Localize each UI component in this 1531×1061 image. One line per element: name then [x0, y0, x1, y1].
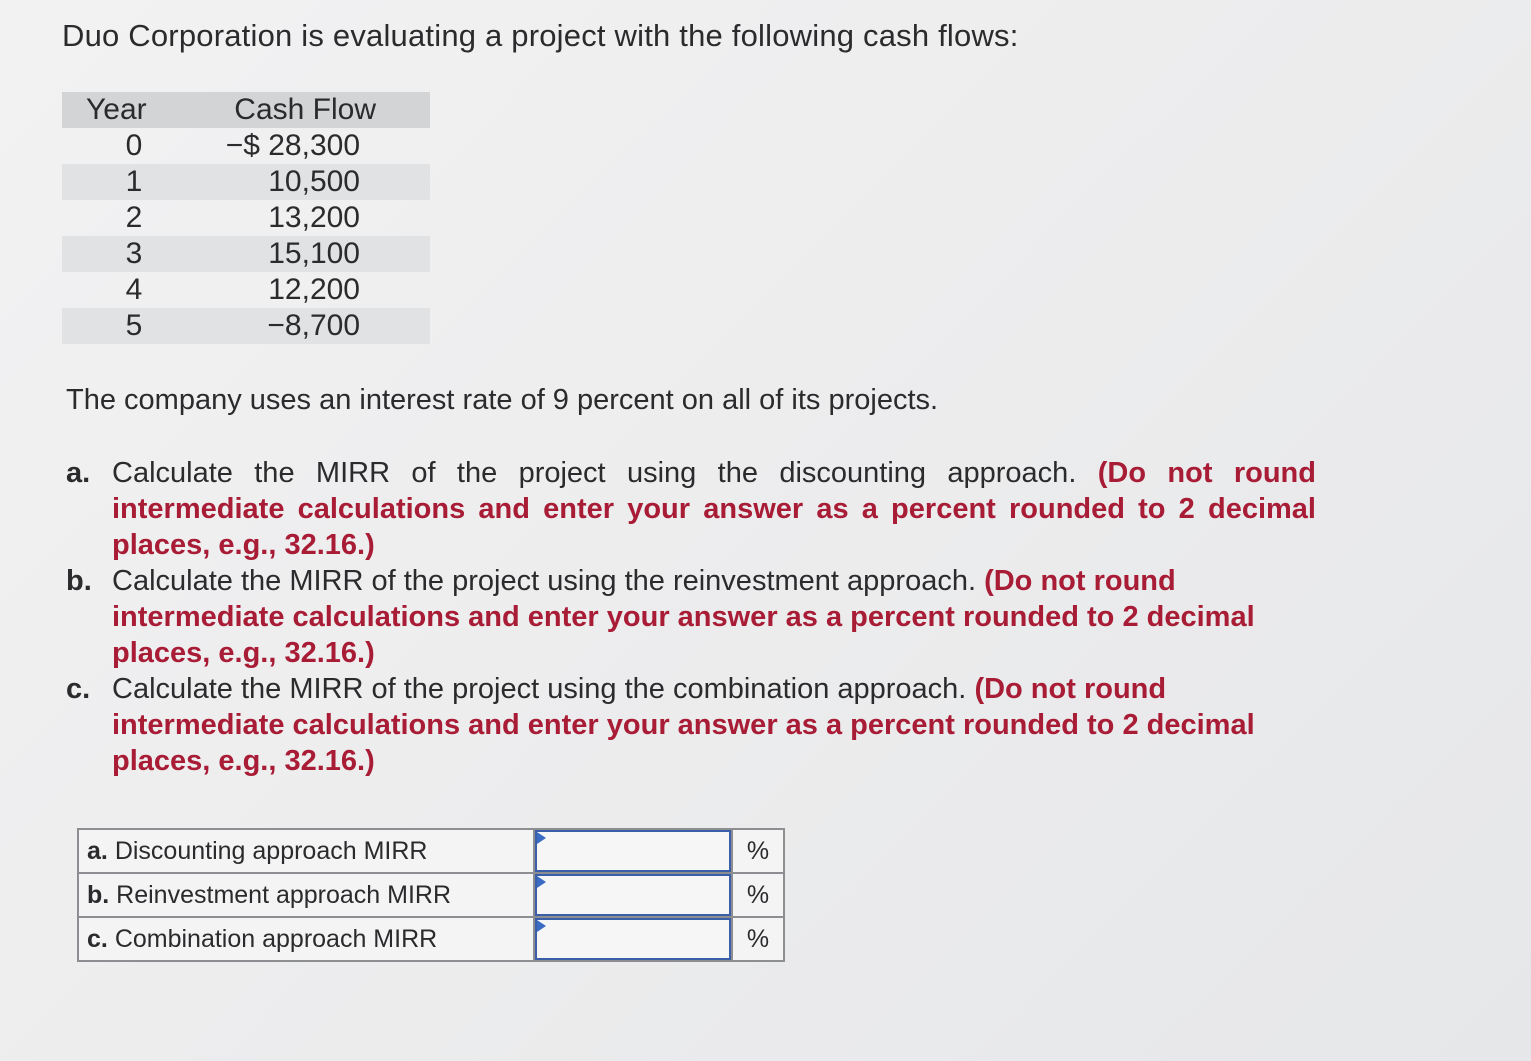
question-c — [66, 671, 1312, 779]
cash-flow-cell: 12,200 — [268, 273, 360, 306]
percent-unit: % — [732, 873, 784, 917]
problem-intro: Duo Corporation is evaluating a project with the following cash flows: — [62, 18, 1019, 53]
cash-flow-row — [62, 308, 430, 344]
cash-flow-row — [62, 272, 430, 308]
year-cell: 4 — [125, 273, 143, 306]
answer-input-cell — [534, 829, 732, 873]
answer-label-text: Combination approach MIRR — [114, 924, 438, 953]
answer-letter: b. — [87, 880, 110, 909]
input-marker-icon — [537, 920, 546, 932]
input-marker-icon — [537, 876, 546, 888]
question-letter: a. — [66, 457, 91, 489]
cash-flow-row — [62, 164, 430, 200]
answer-label-text: Discounting approach MIRR — [114, 836, 428, 865]
question-text: Calculate the MIRR of the project using the combination approach. — [112, 673, 967, 705]
cash-flow-row — [62, 128, 430, 164]
year-cell: 3 — [62, 236, 206, 272]
answer-label — [78, 917, 534, 961]
cash-flow-row — [62, 200, 430, 236]
year-cell: 2 — [125, 201, 143, 234]
answer-letter: a. — [87, 836, 108, 865]
cash-flow-header: Cash Flow — [206, 92, 430, 128]
cash-flow-row — [62, 236, 430, 272]
answer-letter: c. — [87, 924, 108, 953]
answer-row-a — [78, 829, 784, 873]
question-b — [66, 563, 1312, 671]
answer-row-b — [78, 873, 784, 917]
answer-label — [78, 829, 534, 873]
year-cell: 0 — [125, 129, 143, 162]
input-marker-icon — [537, 832, 546, 844]
question-note: (Do not round intermediate calculations and enter your answer as a percent rounded to 2 decimal places, e.g., 32.16.) — [112, 673, 1255, 777]
percent-unit: % — [732, 917, 784, 961]
reinvestment-mirr-input[interactable] — [535, 874, 731, 916]
interest-rate-text: The company uses an interest rate of 9 percent on all of its projects. — [66, 384, 939, 416]
year-cell: 5 — [62, 308, 206, 344]
answer-row-c — [78, 917, 784, 961]
combination-mirr-input[interactable] — [535, 918, 731, 960]
year-header: Year — [62, 92, 206, 128]
question-letter: c. — [66, 673, 91, 705]
question-note: (Do not round intermediate calculations and enter your answer as a percent rounded to 2 decimal places, e.g., 32.16.) — [112, 565, 1255, 669]
answer-input-cell — [534, 873, 732, 917]
cash-flow-header-row — [62, 92, 430, 128]
cash-flow-cell: −$ 28,300 — [225, 129, 360, 162]
percent-unit: % — [732, 829, 784, 873]
answer-label-text: Reinvestment approach MIRR — [116, 880, 452, 909]
cash-flow-cell: 15,100 — [206, 236, 430, 272]
answer-label — [78, 873, 534, 917]
question-text: Calculate the MIRR of the project using the reinvestment approach. — [112, 565, 977, 597]
question-a — [66, 455, 1316, 563]
question-letter: b. — [66, 565, 92, 597]
question-text: Calculate the MIRR of the project using the discounting approach. — [112, 457, 1077, 489]
cash-flow-cell: 13,200 — [268, 201, 360, 234]
question-list — [66, 455, 1316, 779]
year-cell: 1 — [62, 164, 206, 200]
cash-flow-table — [62, 92, 430, 344]
question-note: (Do not round intermediate calculations and enter your answer as a percent rounded to 2 decimal places, e.g., 32.16.) — [112, 457, 1316, 561]
cash-flow-cell: 10,500 — [206, 164, 430, 200]
discounting-mirr-input[interactable] — [535, 830, 731, 872]
answer-input-cell — [534, 917, 732, 961]
answer-table — [77, 828, 785, 962]
cash-flow-cell: −8,700 — [206, 308, 430, 344]
